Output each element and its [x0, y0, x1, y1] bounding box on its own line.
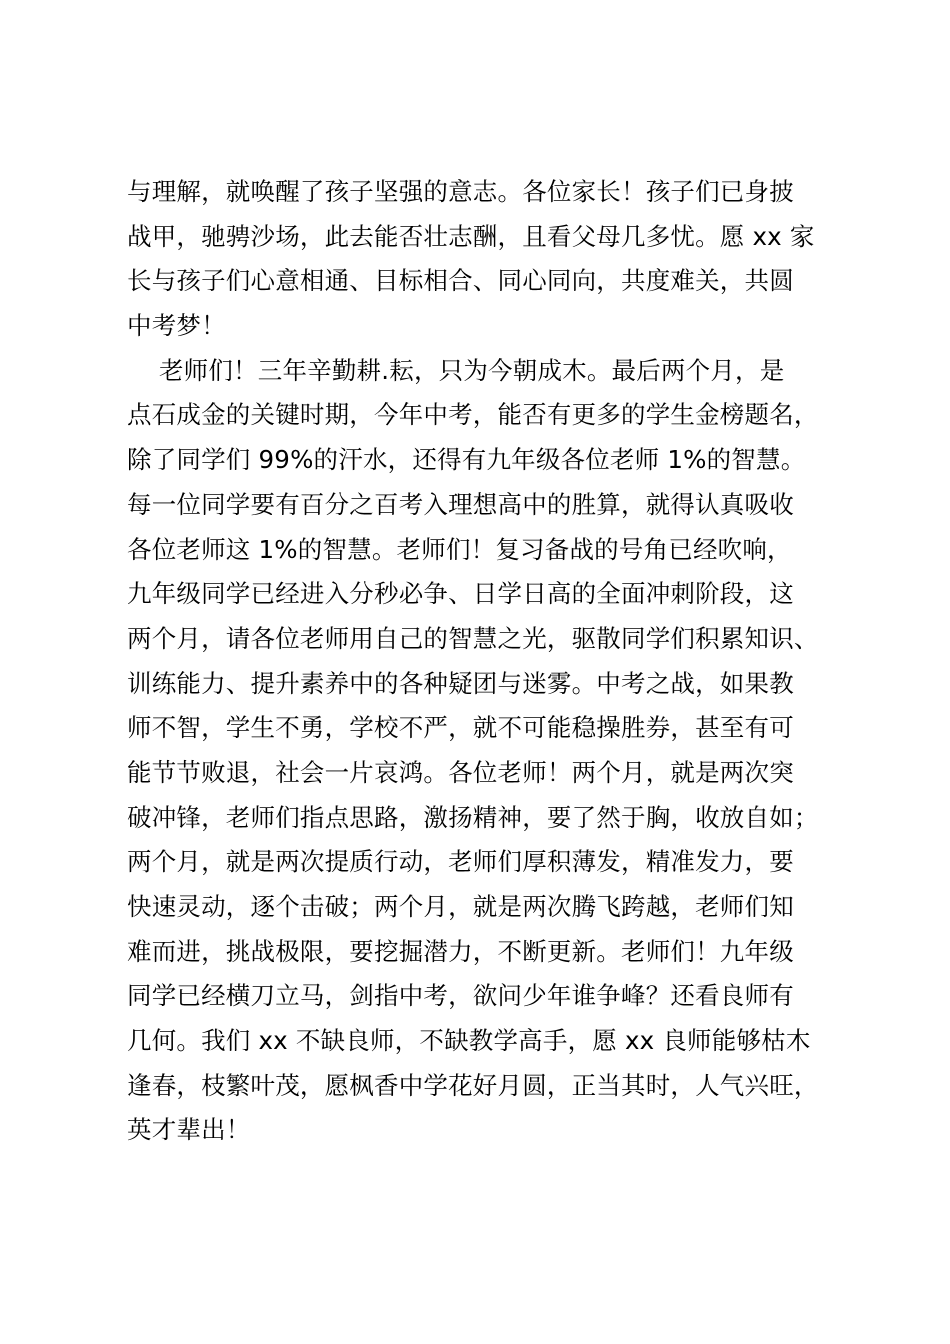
text-line: 各位老师这 1%的智慧。老师们！复习备战的号角已经吹响， — [127, 534, 792, 564]
text-line: 两个月，就是两次提质行动，老师们厚积薄发，精准发力，要 — [127, 847, 794, 877]
text-line: 与理解，就唤醒了孩子坚强的意志。各位家长！孩子们已身披 — [127, 177, 794, 206]
text-line: 长与孩子们心意相通、目标相合、同心同向，共度难关，共圆 — [127, 266, 794, 296]
text-line: 中考梦！ — [127, 311, 226, 341]
text-line: 点石成金的关键时期，今年中考，能否有更多的学生金榜题名， — [127, 400, 819, 430]
text-line: 训练能力、提升素养中的各种疑团与迷雾。中考之战，如果教 — [127, 668, 794, 698]
text-line: 快速灵动，逐个击破；两个月，就是两次腾飞跨越，老师们知 — [127, 892, 794, 921]
text-line: 每一位同学要有百分之百考入理想高中的胜算，就得认真吸收 — [127, 489, 794, 519]
text-line: 战甲，驰骋沙场，此去能否壮志酬，且看父母几多忧。愿 xx 家 — [127, 221, 815, 251]
text-line: 难而进，挑战极限，要挖掘潜力，不断更新。老师们！九年级 — [127, 936, 794, 966]
text-line: 同学已经横刀立马，剑指中考，欲问少年谁争峰？还看良师有 — [127, 981, 794, 1011]
text-line: 除了同学们 99%的汗水，还得有九年级各位老师 1%的智慧。 — [127, 445, 806, 475]
text-line: 英才辈出！ — [127, 1115, 251, 1145]
text-line: 破冲锋，老师们指点思路，激扬精神，要了然于胸，收放自如； — [127, 802, 819, 832]
text-line: 几何。我们 xx 不缺良师，不缺教学高手，愿 xx 良师能够枯木 — [127, 1026, 811, 1056]
text-line: 师不智，学生不勇，学校不严，就不可能稳操胜券，甚至有可 — [127, 713, 794, 743]
text-line: 九年级同学已经进入分秒必争、日学日高的全面冲刺阶段，这 — [127, 579, 794, 609]
text-line: 两个月，请各位老师用自己的智慧之光，驱散同学们积累知识、 — [127, 623, 819, 653]
document-body — [127, 170, 857, 1153]
text-line: 逢春，枝繁叶茂，愿枫香中学花好月圆，正当其时，人气兴旺， — [127, 1070, 819, 1100]
text-line: 老师们！三年辛勤耕.耘，只为今朝成木。最后两个月，是 — [127, 355, 785, 385]
text-line: 能节节败退，社会一片哀鸿。各位老师！两个月，就是两次突 — [127, 757, 794, 787]
